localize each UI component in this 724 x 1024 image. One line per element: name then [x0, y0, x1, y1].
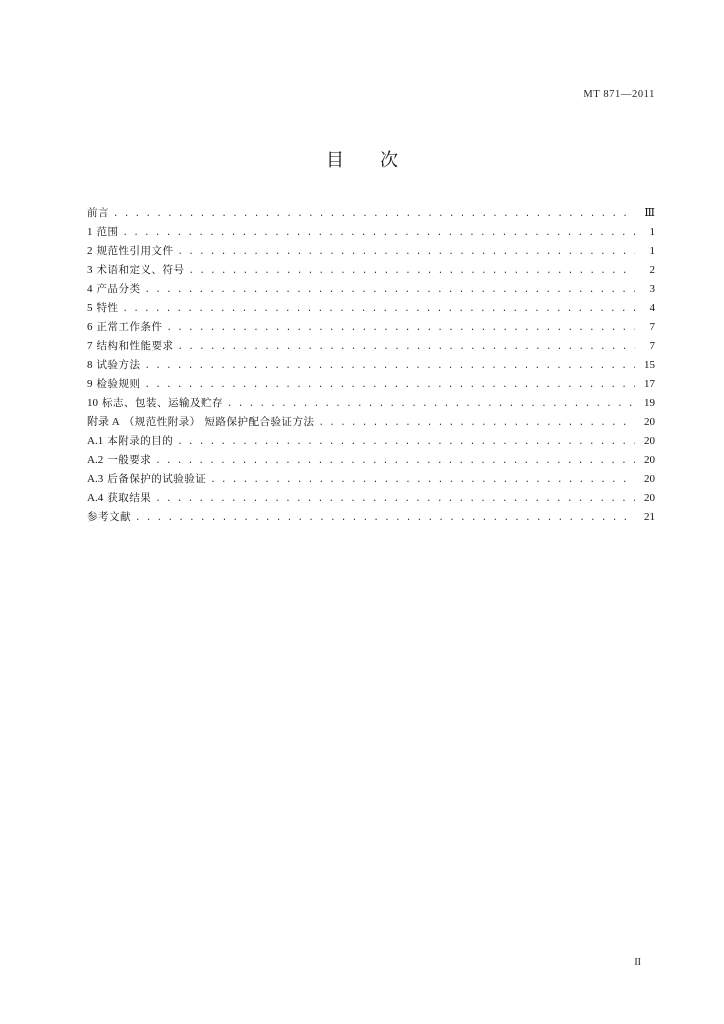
toc-entry-page: 7: [649, 340, 655, 352]
toc-entry-page: 3: [649, 283, 655, 295]
toc-entry-a4[interactable]: [87, 489, 655, 508]
toc-entry-foreword[interactable]: [87, 204, 655, 223]
toc-entry-scope[interactable]: [87, 223, 655, 242]
toc-entry-a1[interactable]: [87, 432, 655, 451]
toc-entry-test-methods[interactable]: [87, 356, 655, 375]
toc-entry-inspection-rules[interactable]: [87, 375, 655, 394]
toc-entry-title: 特性: [96, 302, 119, 314]
toc-entry-title: 试验方法: [96, 359, 141, 371]
toc-entry-normative-references[interactable]: [87, 242, 655, 261]
dot-leader: [177, 433, 635, 452]
toc-entry-title: 正常工作条件: [96, 321, 163, 333]
toc-entry-page: 20: [644, 492, 655, 504]
page-number: II: [634, 957, 641, 968]
toc-entry-title: 前言: [87, 207, 109, 219]
toc-entry-number: 4: [87, 283, 93, 295]
toc-entry-number: A.1: [87, 435, 104, 447]
toc-entry-title: 结构和性能要求: [96, 340, 174, 352]
toc-entry-page: 4: [649, 302, 655, 314]
dot-leader: [319, 414, 635, 433]
toc-entry-page: 17: [644, 378, 655, 390]
dot-leader: [123, 300, 636, 319]
dot-leader: [167, 319, 636, 338]
toc-entry-page: 20: [644, 473, 655, 485]
toc-entry-page: 1: [649, 226, 655, 238]
toc-entry-number: 5: [87, 302, 93, 314]
toc-entry-title: （规范性附录） 短路保护配合验证方法: [123, 416, 315, 428]
toc-entry-a3[interactable]: [87, 470, 655, 489]
dot-leader: [210, 471, 635, 490]
toc-entry-number: A.3: [87, 473, 104, 485]
dot-leader: [145, 376, 636, 395]
toc-entry-product-classification[interactable]: [87, 280, 655, 299]
title-char-2: 次: [380, 150, 398, 171]
toc-entry-marking-packaging[interactable]: [87, 394, 655, 413]
toc-entry-page: 20: [644, 454, 655, 466]
toc-entry-annex-a[interactable]: [87, 413, 655, 432]
dot-leader: [178, 338, 636, 357]
dot-leader: [155, 490, 635, 509]
toc-entry-page: Ⅲ: [644, 207, 655, 219]
toc-entry-page: 7: [649, 321, 655, 333]
toc-entry-page: 21: [644, 511, 655, 523]
toc-entry-page: 20: [644, 435, 655, 447]
dot-leader: [189, 262, 636, 281]
toc-entry-title: 后备保护的试验验证: [107, 473, 207, 485]
toc-entry-characteristics[interactable]: [87, 299, 655, 318]
toc-entry-number: A.4: [87, 492, 104, 504]
dot-leader: [113, 205, 635, 224]
dot-leader: [123, 224, 636, 243]
toc-entry-page: 15: [644, 359, 655, 371]
title-char-1: 目: [326, 150, 344, 171]
toc-entry-number: A.2: [87, 454, 104, 466]
dot-leader: [145, 357, 636, 376]
toc-entry-page: 20: [644, 416, 655, 428]
toc-entry-operating-conditions[interactable]: [87, 318, 655, 337]
toc-entry-number: 9: [87, 378, 93, 390]
toc-entry-title: 标志、包装、运输及贮存: [102, 397, 223, 409]
toc-entry-title: 获取结果: [107, 492, 152, 504]
dot-leader: [155, 452, 635, 471]
toc-entry-page: 1: [649, 245, 655, 257]
toc-entry-title: 产品分类: [96, 283, 141, 295]
toc-entry-title: 术语和定义、符号: [96, 264, 185, 276]
toc-entry-title: 范围: [96, 226, 119, 238]
dot-leader: [145, 281, 636, 300]
dot-leader: [227, 395, 635, 414]
toc-entry-structure-performance[interactable]: [87, 337, 655, 356]
toc-entry-number: 2: [87, 245, 93, 257]
toc-entry-a2[interactable]: [87, 451, 655, 470]
toc-entry-number: 6: [87, 321, 93, 333]
dot-leader: [135, 509, 635, 528]
toc-entry-title: 检验规则: [96, 378, 141, 390]
toc-entry-bibliography[interactable]: [87, 508, 655, 527]
toc-entry-title: 本附录的目的: [107, 435, 174, 447]
toc-entry-number: 10: [87, 397, 98, 409]
page-title: [0, 146, 724, 172]
standard-number: MT 871—2011: [583, 89, 655, 100]
toc-entry-number: 7: [87, 340, 93, 352]
toc-entry-number: 1: [87, 226, 93, 238]
toc-entry-title: 一般要求: [107, 454, 152, 466]
toc-entry-title: 参考文献: [87, 511, 131, 523]
table-of-contents: [87, 204, 655, 527]
toc-entry-number: 3: [87, 264, 93, 276]
toc-entry-number: 8: [87, 359, 93, 371]
dot-leader: [178, 243, 636, 262]
toc-entry-terms-definitions[interactable]: [87, 261, 655, 280]
toc-entry-number: 附录 A: [87, 416, 120, 428]
toc-entry-page: 2: [649, 264, 655, 276]
toc-entry-page: 19: [644, 397, 655, 409]
toc-entry-title: 规范性引用文件: [96, 245, 174, 257]
